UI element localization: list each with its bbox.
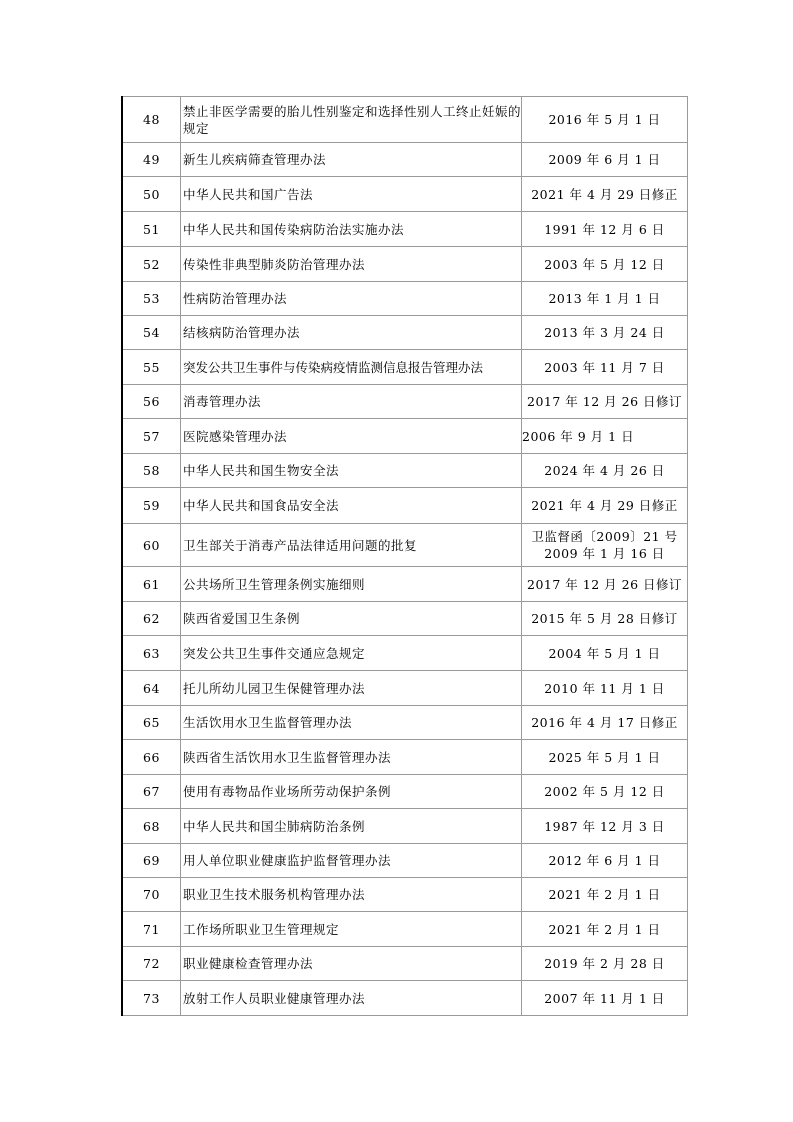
row-number: 59 bbox=[122, 488, 181, 524]
effective-date: 2002 年 5 月 12 日 bbox=[522, 775, 688, 809]
row-number: 51 bbox=[122, 212, 181, 247]
regulation-name: 传染性非典型肺炎防治管理办法 bbox=[181, 247, 522, 282]
row-number: 49 bbox=[122, 143, 181, 177]
row-number: 48 bbox=[122, 97, 181, 143]
row-number: 63 bbox=[122, 636, 181, 671]
regulation-name: 职业健康检查管理办法 bbox=[181, 947, 522, 981]
effective-date: 2016 年 5 月 1 日 bbox=[522, 97, 688, 143]
table-row bbox=[122, 385, 688, 419]
row-number: 58 bbox=[122, 454, 181, 488]
table-row bbox=[122, 706, 688, 740]
row-number: 50 bbox=[122, 177, 181, 212]
table-row bbox=[122, 97, 688, 143]
effective-date: 2021 年 4 月 29 日修正 bbox=[522, 488, 688, 524]
effective-date: 2017 年 12 月 26 日修订 bbox=[522, 567, 688, 602]
effective-date: 2007 年 11 月 1 日 bbox=[522, 981, 688, 1016]
effective-date: 2003 年 5 月 12 日 bbox=[522, 247, 688, 282]
table-row bbox=[122, 282, 688, 316]
regulation-name: 中华人民共和国传染病防治法实施办法 bbox=[181, 212, 522, 247]
row-number: 73 bbox=[122, 981, 181, 1016]
table-row bbox=[122, 419, 688, 454]
document-number: 卫监督函〔2009〕21 号 bbox=[531, 529, 678, 544]
row-number: 67 bbox=[122, 775, 181, 809]
table-row bbox=[122, 316, 688, 350]
regulation-name: 新生儿疾病筛查管理办法 bbox=[181, 143, 522, 177]
table-row bbox=[122, 912, 688, 947]
regulation-name: 公共场所卫生管理条例实施细则 bbox=[181, 567, 522, 602]
table-row bbox=[122, 947, 688, 981]
effective-date: 2025 年 5 月 1 日 bbox=[522, 740, 688, 775]
effective-date: 2017 年 12 月 26 日修订 bbox=[522, 385, 688, 419]
row-number: 70 bbox=[122, 878, 181, 912]
effective-date: 2024 年 4 月 26 日 bbox=[522, 454, 688, 488]
effective-date: 1987 年 12 月 3 日 bbox=[522, 809, 688, 844]
effective-date: 2012 年 6 月 1 日 bbox=[522, 844, 688, 878]
regulation-name: 用人单位职业健康监护监督管理办法 bbox=[181, 844, 522, 878]
table-row bbox=[122, 671, 688, 706]
regulation-name: 工作场所职业卫生管理规定 bbox=[181, 912, 522, 947]
regulation-name: 生活饮用水卫生监督管理办法 bbox=[181, 706, 522, 740]
effective-date: 2021 年 2 月 1 日 bbox=[522, 878, 688, 912]
regulation-name: 禁止非医学需要的胎儿性别鉴定和选择性别人工终止妊娠的规定 bbox=[181, 97, 522, 143]
regulation-name: 中华人民共和国尘肺病防治条例 bbox=[181, 809, 522, 844]
regulation-name: 中华人民共和国食品安全法 bbox=[181, 488, 522, 524]
effective-date: 2019 年 2 月 28 日 bbox=[522, 947, 688, 981]
row-number: 55 bbox=[122, 350, 181, 385]
regulation-table-body bbox=[122, 97, 688, 1016]
row-number: 64 bbox=[122, 671, 181, 706]
table-row bbox=[122, 567, 688, 602]
row-number: 52 bbox=[122, 247, 181, 282]
regulation-name: 消毒管理办法 bbox=[181, 385, 522, 419]
regulation-name: 使用有毒物品作业场所劳动保护条例 bbox=[181, 775, 522, 809]
effective-date: 2021 年 4 月 29 日修正 bbox=[522, 177, 688, 212]
row-number: 60 bbox=[122, 524, 181, 567]
effective-date: 2003 年 11 月 7 日 bbox=[522, 350, 688, 385]
table-row bbox=[122, 636, 688, 671]
regulation-name: 性病防治管理办法 bbox=[181, 282, 522, 316]
effective-date: 2009 年 6 月 1 日 bbox=[522, 143, 688, 177]
row-number: 68 bbox=[122, 809, 181, 844]
table-row bbox=[122, 177, 688, 212]
regulation-name: 医院感染管理办法 bbox=[181, 419, 522, 454]
regulation-name: 放射工作人员职业健康管理办法 bbox=[181, 981, 522, 1016]
effective-date: 2010 年 11 月 1 日 bbox=[522, 671, 688, 706]
effective-date: 2009 年 1 月 16 日 bbox=[544, 546, 665, 561]
table-row bbox=[122, 454, 688, 488]
effective-date: 2013 年 1 月 1 日 bbox=[522, 282, 688, 316]
effective-date: 2006 年 9 月 1 日 bbox=[522, 419, 688, 454]
regulation-name: 陕西省爱国卫生条例 bbox=[181, 602, 522, 636]
regulation-table bbox=[121, 96, 688, 1016]
table-row bbox=[122, 740, 688, 775]
regulation-name: 中华人民共和国生物安全法 bbox=[181, 454, 522, 488]
regulation-name: 卫生部关于消毒产品法律适用问题的批复 bbox=[181, 524, 522, 567]
table-row bbox=[122, 809, 688, 844]
table-row bbox=[122, 350, 688, 385]
row-number: 57 bbox=[122, 419, 181, 454]
row-number: 71 bbox=[122, 912, 181, 947]
row-number: 61 bbox=[122, 567, 181, 602]
table-row bbox=[122, 488, 688, 524]
table-row bbox=[122, 602, 688, 636]
effective-date-cell bbox=[522, 524, 688, 567]
regulation-name: 突发公共卫生事件与传染病疫情监测信息报告管理办法 bbox=[181, 350, 522, 385]
regulation-name: 陕西省生活饮用水卫生监督管理办法 bbox=[181, 740, 522, 775]
regulation-name: 职业卫生技术服务机构管理办法 bbox=[181, 878, 522, 912]
table-row bbox=[122, 844, 688, 878]
row-number: 53 bbox=[122, 282, 181, 316]
effective-date: 1991 年 12 月 6 日 bbox=[522, 212, 688, 247]
regulation-name: 中华人民共和国广告法 bbox=[181, 177, 522, 212]
effective-date: 2004 年 5 月 1 日 bbox=[522, 636, 688, 671]
effective-date: 2021 年 2 月 1 日 bbox=[522, 912, 688, 947]
row-number: 66 bbox=[122, 740, 181, 775]
table-row bbox=[122, 212, 688, 247]
row-number: 56 bbox=[122, 385, 181, 419]
table-row bbox=[122, 247, 688, 282]
effective-date: 2016 年 4 月 17 日修正 bbox=[522, 706, 688, 740]
table-row bbox=[122, 878, 688, 912]
effective-date: 2013 年 3 月 24 日 bbox=[522, 316, 688, 350]
table-row bbox=[122, 775, 688, 809]
row-number: 54 bbox=[122, 316, 181, 350]
table-row bbox=[122, 981, 688, 1016]
table-row bbox=[122, 143, 688, 177]
row-number: 72 bbox=[122, 947, 181, 981]
row-number: 65 bbox=[122, 706, 181, 740]
row-number: 62 bbox=[122, 602, 181, 636]
table-row bbox=[122, 524, 688, 567]
effective-date: 2015 年 5 月 28 日修订 bbox=[522, 602, 688, 636]
row-number: 69 bbox=[122, 844, 181, 878]
regulation-name: 托儿所幼儿园卫生保健管理办法 bbox=[181, 671, 522, 706]
regulation-name: 结核病防治管理办法 bbox=[181, 316, 522, 350]
regulation-name: 突发公共卫生事件交通应急规定 bbox=[181, 636, 522, 671]
